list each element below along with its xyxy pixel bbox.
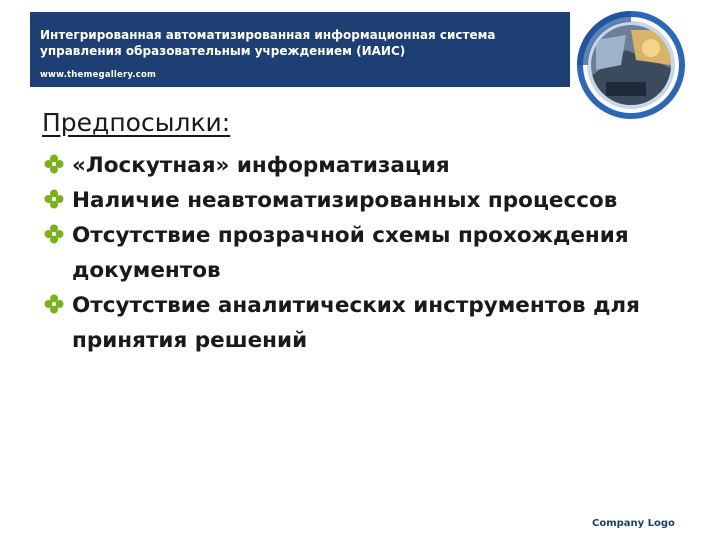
list-item	[44, 148, 684, 183]
bullet-text: Отсутствие аналитических инструментов для принятия решений	[72, 293, 640, 353]
list-item	[44, 218, 684, 288]
bullet-text: Наличие неавтоматизированных процессов	[72, 188, 618, 213]
diamond-clover-bullet-icon	[44, 154, 64, 174]
bullet-list	[44, 148, 684, 358]
slide-title: Предпосылки:	[42, 108, 231, 137]
diamond-clover-bullet-icon	[44, 224, 64, 244]
bullet-text: Отсутствие прозрачной схемы прохождения документов	[72, 223, 629, 283]
header-url: www.themegallery.com	[40, 70, 157, 80]
diamond-clover-bullet-icon	[44, 189, 64, 209]
company-logo: Company Logo	[592, 518, 675, 529]
diamond-clover-bullet-icon	[44, 294, 64, 314]
header-title: Интегрированная автоматизированная информационная система управления образовательным учреждением (ИАИС)	[40, 28, 496, 58]
list-item	[44, 183, 684, 218]
bullet-text: «Лоскутная» информатизация	[72, 153, 450, 178]
list-item	[44, 288, 684, 358]
circular-photo-icon	[576, 10, 686, 120]
